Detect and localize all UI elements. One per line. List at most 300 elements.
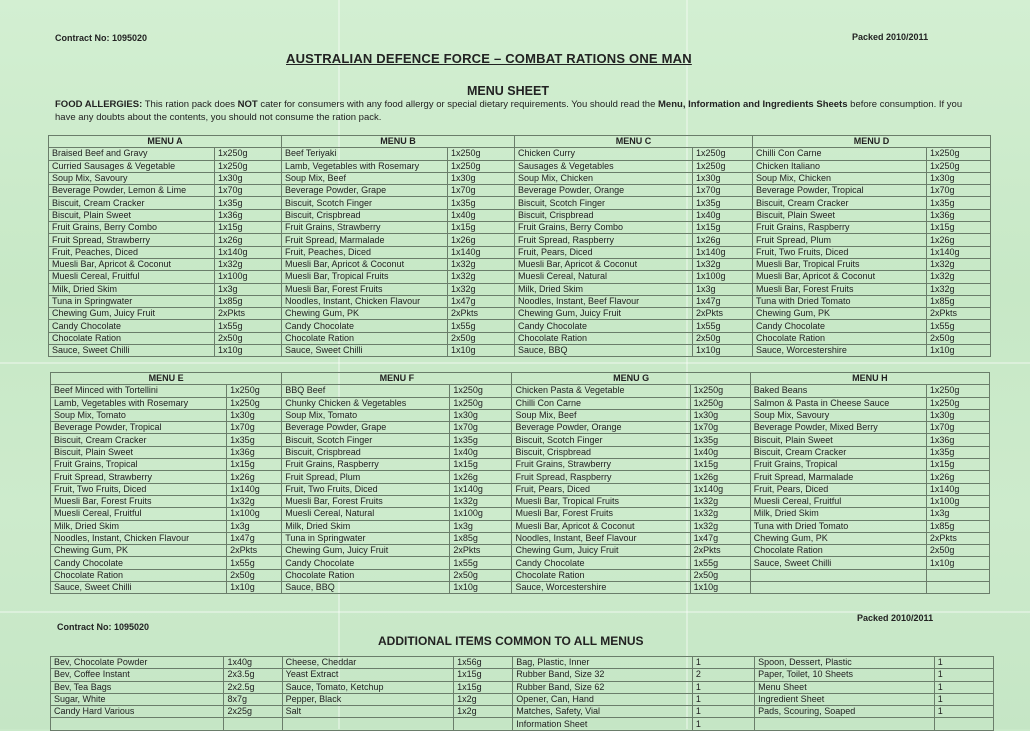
additional-item-quantity [454, 718, 513, 730]
menu-row [51, 422, 990, 434]
additional-item: Rubber Band, Size 32 [513, 669, 693, 681]
menu-item: Fruit, Two Fruits, Diced [282, 483, 450, 495]
menu-item: Fruit, Pears, Diced [512, 483, 690, 495]
menu-row [51, 520, 990, 532]
allergy-not: NOT [237, 99, 258, 110]
menu-item-quantity: 2xPkts [448, 308, 515, 320]
menu-item-quantity: 1x70g [926, 422, 989, 434]
additional-item-quantity: 1 [692, 657, 754, 669]
additional-item [51, 718, 224, 730]
menu-item-quantity: 1x35g [693, 197, 753, 209]
menu-item-quantity: 1x140g [693, 246, 753, 258]
menu-item-quantity: 1x10g [927, 345, 991, 357]
additional-item-quantity: 2x25g [224, 706, 282, 718]
menu-column-header: MENU H [750, 373, 989, 385]
additional-item-quantity: 1 [934, 657, 993, 669]
contract-number: Contract No: 1095020 [55, 33, 148, 43]
menu-item-quantity: 1x35g [926, 446, 989, 458]
menu-item-quantity: 2xPkts [215, 308, 282, 320]
additional-item: Rubber Band, Size 62 [513, 681, 693, 693]
allergy-notice [55, 98, 985, 124]
menu-item [750, 582, 926, 594]
menu-item-quantity: 1x32g [448, 271, 515, 283]
menu-item: Sauce, Sweet Chilli [49, 345, 215, 357]
menu-row [49, 320, 991, 332]
additional-item-quantity: 1x2g [454, 706, 513, 718]
menu-item: Curried Sausages & Vegetable [49, 160, 215, 172]
menu-item: Beverage Powder, Orange [515, 185, 693, 197]
additional-item-row [51, 718, 994, 730]
menu-item-quantity: 1x35g [448, 197, 515, 209]
menu-item-quantity: 2x50g [215, 332, 282, 344]
menu-item-quantity: 1x100g [450, 508, 512, 520]
additional-item: Bev, Tea Bags [51, 681, 224, 693]
menu-item: Fruit Grains, Raspberry [753, 222, 927, 234]
menu-item-quantity: 1x10g [693, 345, 753, 357]
menu-item: Milk, Dried Skim [515, 283, 693, 295]
menu-column-header: MENU E [51, 373, 282, 385]
menu-item: Chocolate Ration [282, 332, 448, 344]
menu-item: Chewing Gum, Juicy Fruit [515, 308, 693, 320]
menu-item: Muesli Bar, Forest Fruits [512, 508, 690, 520]
menu-item: Chicken Italiano [753, 160, 927, 172]
menu-item-quantity: 1x70g [215, 185, 282, 197]
menu-item-quantity: 2x50g [927, 332, 991, 344]
menu-item: Muesli Bar, Apricot & Coconut [49, 258, 215, 270]
menu-item-quantity: 1x100g [693, 271, 753, 283]
allergy-text: cater for consumers with any food allergy or special dietary requirements. You should read the [257, 99, 659, 110]
menu-item: Biscuit, Plain Sweet [49, 209, 215, 221]
additional-item-quantity: 2 [692, 669, 754, 681]
menu-item: Fruit Grains, Strawberry [512, 459, 690, 471]
menu-item-quantity: 1x15g [227, 459, 282, 471]
menu-item-quantity: 1x3g [215, 283, 282, 295]
additional-item-quantity: 1 [692, 706, 754, 718]
additional-item: Cheese, Cheddar [282, 657, 453, 669]
menu-item: Muesli Bar, Tropical Fruits [282, 271, 448, 283]
menu-item: Muesli Bar, Tropical Fruits [512, 495, 690, 507]
menu-item-quantity: 1x140g [227, 483, 282, 495]
menu-item: Chocolate Ration [750, 545, 926, 557]
menu-item: Sauce, BBQ [515, 345, 693, 357]
menu-item-quantity: 1x10g [448, 345, 515, 357]
menu-item: Biscuit, Scotch Finger [282, 434, 450, 446]
additional-item: Sugar, White [51, 693, 224, 705]
menu-item: Chocolate Ration [512, 569, 690, 581]
menu-item: Beverage Powder, Tropical [51, 422, 227, 434]
menu-item: Candy Chocolate [515, 320, 693, 332]
menu-item: Tuna in Springwater [49, 295, 215, 307]
menu-item-quantity: 1x15g [693, 222, 753, 234]
menu-item: Chilli Con Carne [512, 397, 690, 409]
additional-item: Paper, Toilet, 10 Sheets [755, 669, 935, 681]
menu-item: Soup Mix, Chicken [515, 172, 693, 184]
menu-item-quantity: 1x140g [927, 246, 991, 258]
menu-item-quantity: 1x32g [927, 283, 991, 295]
menu-item: Beverage Powder, Orange [512, 422, 690, 434]
menu-item: BBQ Beef [282, 385, 450, 397]
additional-item-quantity [934, 718, 993, 730]
menu-item-quantity: 1x35g [450, 434, 512, 446]
menu-row [51, 532, 990, 544]
menu-item: Biscuit, Cream Cracker [49, 197, 215, 209]
menu-item: Baked Beans [750, 385, 926, 397]
menu-item: Chocolate Ration [515, 332, 693, 344]
additional-item-quantity: 1x56g [454, 657, 513, 669]
menu-row [49, 160, 991, 172]
menu-item-quantity: 1x40g [448, 209, 515, 221]
additional-item: Bev, Chocolate Powder [51, 657, 224, 669]
menu-item-quantity: 1x250g [690, 385, 750, 397]
menu-item-quantity: 1x32g [448, 283, 515, 295]
menu-item: Muesli Bar, Apricot & Coconut [515, 258, 693, 270]
menu-item: Muesli Bar, Forest Fruits [51, 495, 227, 507]
menu-item: Chewing Gum, Juicy Fruit [282, 545, 450, 557]
menu-row [51, 483, 990, 495]
menu-header-row [49, 136, 991, 148]
menu-row [51, 409, 990, 421]
menu-item-quantity: 1x70g [448, 185, 515, 197]
menu-item: Beverage Powder, Lemon & Lime [49, 185, 215, 197]
packed-date: Packed 2010/2011 [852, 32, 929, 42]
menu-item: Biscuit, Plain Sweet [750, 434, 926, 446]
menu-item-quantity [926, 582, 989, 594]
additional-item-row [51, 681, 994, 693]
menu-item: Fruit Spread, Raspberry [515, 234, 693, 246]
menu-item-quantity: 1x85g [450, 532, 512, 544]
menu-item-quantity: 1x3g [227, 520, 282, 532]
additional-items-heading: ADDITIONAL ITEMS COMMON TO ALL MENUS [378, 634, 644, 648]
menu-item: Biscuit, Plain Sweet [51, 446, 227, 458]
menu-item: Fruit Grains, Strawberry [282, 222, 448, 234]
menu-row [49, 222, 991, 234]
menu-item: Fruit Grains, Berry Combo [49, 222, 215, 234]
menu-item: Muesli Bar, Forest Fruits [282, 495, 450, 507]
menu-row [51, 495, 990, 507]
menu-item-quantity: 1x35g [215, 197, 282, 209]
menu-item: Candy Chocolate [49, 320, 215, 332]
menu-item-quantity: 1x140g [926, 483, 989, 495]
menu-item: Fruit Spread, Plum [753, 234, 927, 246]
menu-item-quantity: 1x250g [450, 397, 512, 409]
menu-item: Chunky Chicken & Vegetables [282, 397, 450, 409]
menu-row [51, 557, 990, 569]
menu-item-quantity: 1x250g [215, 148, 282, 160]
menu-item: Fruit Spread, Plum [282, 471, 450, 483]
menu-item-quantity: 2x50g [448, 332, 515, 344]
menu-item-quantity: 1x36g [227, 446, 282, 458]
menu-item-quantity: 1x26g [693, 234, 753, 246]
menu-row [49, 172, 991, 184]
menu-item-quantity: 1x10g [450, 582, 512, 594]
menu-item-quantity: 1x36g [926, 434, 989, 446]
menu-row [49, 246, 991, 258]
additional-item-quantity: 8x7g [224, 693, 282, 705]
menu-item: Beef Teriyaki [282, 148, 448, 160]
menu-item-quantity: 1x250g [215, 160, 282, 172]
menu-item: Fruit, Two Fruits, Diced [753, 246, 927, 258]
menu-item-quantity: 1x32g [690, 495, 750, 507]
menu-item: Tuna with Dried Tomato [750, 520, 926, 532]
menu-item-quantity: 1x30g [927, 172, 991, 184]
menu-item-quantity: 1x32g [448, 258, 515, 270]
additional-item-quantity: 1 [934, 706, 993, 718]
menu-item: Chewing Gum, PK [750, 532, 926, 544]
menu-item: Biscuit, Cream Cracker [750, 446, 926, 458]
menu-row [49, 185, 991, 197]
menu-column-header: MENU G [512, 373, 750, 385]
menu-item: Chocolate Ration [51, 569, 227, 581]
menu-item-quantity: 1x30g [448, 172, 515, 184]
menu-item-quantity: 1x15g [448, 222, 515, 234]
menu-item-quantity: 1x250g [227, 397, 282, 409]
menu-item-quantity: 1x85g [215, 295, 282, 307]
menu-item: Fruit Spread, Marmalade [750, 471, 926, 483]
menu-item-quantity: 1x32g [227, 495, 282, 507]
menu-item: Candy Chocolate [282, 557, 450, 569]
menu-item-quantity: 1x250g [448, 160, 515, 172]
menu-row [49, 295, 991, 307]
menu-item: Muesli Cereal, Fruitful [49, 271, 215, 283]
menu-item: Muesli Bar, Forest Fruits [282, 283, 448, 295]
menu-row [51, 397, 990, 409]
menu-row [51, 385, 990, 397]
menu-item: Biscuit, Crispbread [512, 446, 690, 458]
menu-item-quantity: 2x50g [690, 569, 750, 581]
additional-item-quantity: 1 [934, 681, 993, 693]
menu-item-quantity: 1x47g [693, 295, 753, 307]
menu-item: Chocolate Ration [753, 332, 927, 344]
additional-item-quantity: 2x3.5g [224, 669, 282, 681]
menu-item-quantity: 1x85g [926, 520, 989, 532]
menu-item: Chewing Gum, Juicy Fruit [49, 308, 215, 320]
menu-item: Noodles, Instant, Chicken Flavour [282, 295, 448, 307]
menu-item: Candy Chocolate [51, 557, 227, 569]
menu-item-quantity: 1x10g [926, 557, 989, 569]
menu-item-quantity: 1x250g [927, 148, 991, 160]
menu-row [49, 197, 991, 209]
menu-item: Chocolate Ration [282, 569, 450, 581]
menu-item-quantity: 1x70g [927, 185, 991, 197]
menu-item: Sauce, Worcestershire [512, 582, 690, 594]
menu-item-quantity: 1x10g [215, 345, 282, 357]
menu-item: Muesli Bar, Apricot & Coconut [753, 271, 927, 283]
menu-item: Biscuit, Cream Cracker [51, 434, 227, 446]
menu-item: Chocolate Ration [49, 332, 215, 344]
menu-item: Milk, Dried Skim [282, 520, 450, 532]
menu-item: Fruit, Two Fruits, Diced [51, 483, 227, 495]
menu-column-header: MENU B [282, 136, 515, 148]
menu-item-quantity: 1x30g [215, 172, 282, 184]
menu-item-quantity: 1x40g [690, 446, 750, 458]
menu-item-quantity: 1x70g [690, 422, 750, 434]
menu-item: Salmon & Pasta in Cheese Sauce [750, 397, 926, 409]
menu-item: Muesli Bar, Apricot & Coconut [512, 520, 690, 532]
menu-item: Biscuit, Plain Sweet [753, 209, 927, 221]
menu-item-quantity: 1x32g [690, 520, 750, 532]
menu-item: Milk, Dried Skim [750, 508, 926, 520]
menu-item-quantity: 1x250g [693, 148, 753, 160]
additional-item-quantity: 1 [692, 681, 754, 693]
menu-item-quantity: 1x36g [215, 209, 282, 221]
menu-item: Lamb, Vegetables with Rosemary [282, 160, 448, 172]
menu-item: Muesli Cereal, Fruitful [51, 508, 227, 520]
additional-item-quantity: 1 [692, 718, 754, 730]
menu-item-quantity: 1x55g [448, 320, 515, 332]
additional-item-row [51, 669, 994, 681]
menu-item: Soup Mix, Savoury [49, 172, 215, 184]
additional-item: Information Sheet [513, 718, 693, 730]
menu-item: Chewing Gum, PK [753, 308, 927, 320]
menu-row [49, 209, 991, 221]
menu-item: Muesli Cereal, Fruitful [750, 495, 926, 507]
paper-fold [0, 362, 1030, 364]
menu-item: Fruit, Peaches, Diced [282, 246, 448, 258]
allergy-text: before consumption. If you have any doubts about the contents, you should not consume the ration pack. [55, 99, 963, 123]
menu-item: Beverage Powder, Tropical [753, 185, 927, 197]
additional-item-quantity: 1 [934, 669, 993, 681]
menu-item-quantity: 1x100g [215, 271, 282, 283]
additional-item-quantity: 1x2g [454, 693, 513, 705]
menu-item-quantity: 1x26g [227, 471, 282, 483]
menu-item-quantity: 1x55g [227, 557, 282, 569]
menu-item-quantity: 1x10g [690, 582, 750, 594]
menu-item-quantity: 2x50g [693, 332, 753, 344]
additional-item: Salt [282, 706, 453, 718]
menu-column-header: MENU F [282, 373, 512, 385]
menu-row [51, 434, 990, 446]
menu-item-quantity: 1x30g [690, 409, 750, 421]
menu-item-quantity: 2x50g [450, 569, 512, 581]
menu-item: Soup Mix, Tomato [282, 409, 450, 421]
menu-column-header: MENU C [515, 136, 753, 148]
menu-item: Biscuit, Crispbread [282, 446, 450, 458]
menu-item: Soup Mix, Beef [282, 172, 448, 184]
menu-item-quantity: 1x55g [693, 320, 753, 332]
menu-row [51, 459, 990, 471]
menu-row [49, 234, 991, 246]
menu-item-quantity: 1x32g [927, 271, 991, 283]
menu-item: Soup Mix, Beef [512, 409, 690, 421]
menu-item-quantity: 1x70g [693, 185, 753, 197]
additional-item: Bag, Plastic, Inner [513, 657, 693, 669]
menu-table-top [48, 135, 991, 357]
menu-item: Fruit Grains, Tropical [51, 459, 227, 471]
additional-item-quantity: 1x40g [224, 657, 282, 669]
menu-row [51, 582, 990, 594]
menu-item: Beverage Powder, Grape [282, 422, 450, 434]
additional-item-row [51, 657, 994, 669]
additional-items-table [50, 656, 994, 731]
menu-item: Muesli Cereal, Natural [515, 271, 693, 283]
menu-item: Beverage Powder, Grape [282, 185, 448, 197]
allergy-sheets: Menu, Information and Ingredients Sheets [658, 99, 848, 110]
menu-item: Chewing Gum, PK [282, 308, 448, 320]
menu-item-quantity: 1x47g [448, 295, 515, 307]
menu-header-row [51, 373, 990, 385]
additional-item-quantity [224, 718, 282, 730]
menu-item: Soup Mix, Tomato [51, 409, 227, 421]
menu-item: Muesli Bar, Tropical Fruits [753, 258, 927, 270]
menu-item-quantity: 1x30g [450, 409, 512, 421]
menu-item: Noodles, Instant, Chicken Flavour [51, 532, 227, 544]
additional-item [282, 718, 453, 730]
additional-item: Opener, Can, Hand [513, 693, 693, 705]
menu-item: Soup Mix, Chicken [753, 172, 927, 184]
menu-item-quantity: 1x26g [926, 471, 989, 483]
menu-item-quantity: 1x15g [926, 459, 989, 471]
additional-item-quantity: 1x15g [454, 681, 513, 693]
menu-item-quantity: 1x26g [690, 471, 750, 483]
menu-item-quantity: 1x47g [690, 532, 750, 544]
menu-item-quantity: 1x32g [690, 508, 750, 520]
menu-item: Fruit, Pears, Diced [750, 483, 926, 495]
menu-item-quantity: 1x26g [215, 234, 282, 246]
menu-item-quantity: 1x250g [926, 385, 989, 397]
menu-item: Lamb, Vegetables with Rosemary [51, 397, 227, 409]
page-title: AUSTRALIAN DEFENCE FORCE – COMBAT RATIONS ONE MAN [286, 51, 692, 66]
menu-item: Fruit Grains, Raspberry [282, 459, 450, 471]
additional-item-quantity: 1 [934, 693, 993, 705]
menu-item: Fruit Spread, Marmalade [282, 234, 448, 246]
menu-item-quantity: 1x250g [690, 397, 750, 409]
menu-item: Candy Chocolate [282, 320, 448, 332]
menu-item-quantity: 1x55g [450, 557, 512, 569]
menu-item-quantity: 1x85g [927, 295, 991, 307]
menu-item: Muesli Bar, Forest Fruits [753, 283, 927, 295]
menu-item: Braised Beef and Gravy [49, 148, 215, 160]
menu-item-quantity: 2xPkts [690, 545, 750, 557]
menu-item-quantity: 1x15g [690, 459, 750, 471]
menu-column-header: MENU A [49, 136, 282, 148]
allergy-label: FOOD ALLERGIES: [55, 99, 143, 110]
menu-item-quantity: 1x70g [227, 422, 282, 434]
menu-item-quantity: 1x250g [227, 385, 282, 397]
menu-item-quantity: 1x140g [450, 483, 512, 495]
menu-item-quantity: 2xPkts [927, 308, 991, 320]
menu-item-quantity: 1x35g [690, 434, 750, 446]
menu-item-quantity: 1x250g [927, 160, 991, 172]
menu-item-quantity: 1x26g [450, 471, 512, 483]
menu-table-bottom [50, 372, 990, 594]
menu-item-quantity: 1x35g [227, 434, 282, 446]
menu-item-quantity: 1x140g [215, 246, 282, 258]
menu-row [49, 283, 991, 295]
menu-item-quantity: 2x50g [926, 545, 989, 557]
menu-item-quantity: 1x32g [215, 258, 282, 270]
additional-item: Sauce, Tomato, Ketchup [282, 681, 453, 693]
menu-item: Fruit, Peaches, Diced [49, 246, 215, 258]
menu-row [51, 569, 990, 581]
menu-item: Chewing Gum, PK [51, 545, 227, 557]
menu-row [51, 508, 990, 520]
menu-item-quantity: 1x26g [448, 234, 515, 246]
additional-item: Bev, Coffee Instant [51, 669, 224, 681]
menu-row [49, 148, 991, 160]
menu-item: Fruit Spread, Strawberry [51, 471, 227, 483]
menu-column-header: MENU D [753, 136, 991, 148]
menu-row [49, 332, 991, 344]
menu-item-quantity: 1x32g [450, 495, 512, 507]
menu-item: Fruit Spread, Raspberry [512, 471, 690, 483]
menu-item: Candy Chocolate [512, 557, 690, 569]
menu-item-quantity: 1x55g [927, 320, 991, 332]
menu-sheet-heading: MENU SHEET [467, 84, 549, 98]
menu-item-quantity: 1x30g [693, 172, 753, 184]
menu-item: Muesli Cereal, Natural [282, 508, 450, 520]
menu-row [51, 471, 990, 483]
menu-item: Chilli Con Carne [753, 148, 927, 160]
